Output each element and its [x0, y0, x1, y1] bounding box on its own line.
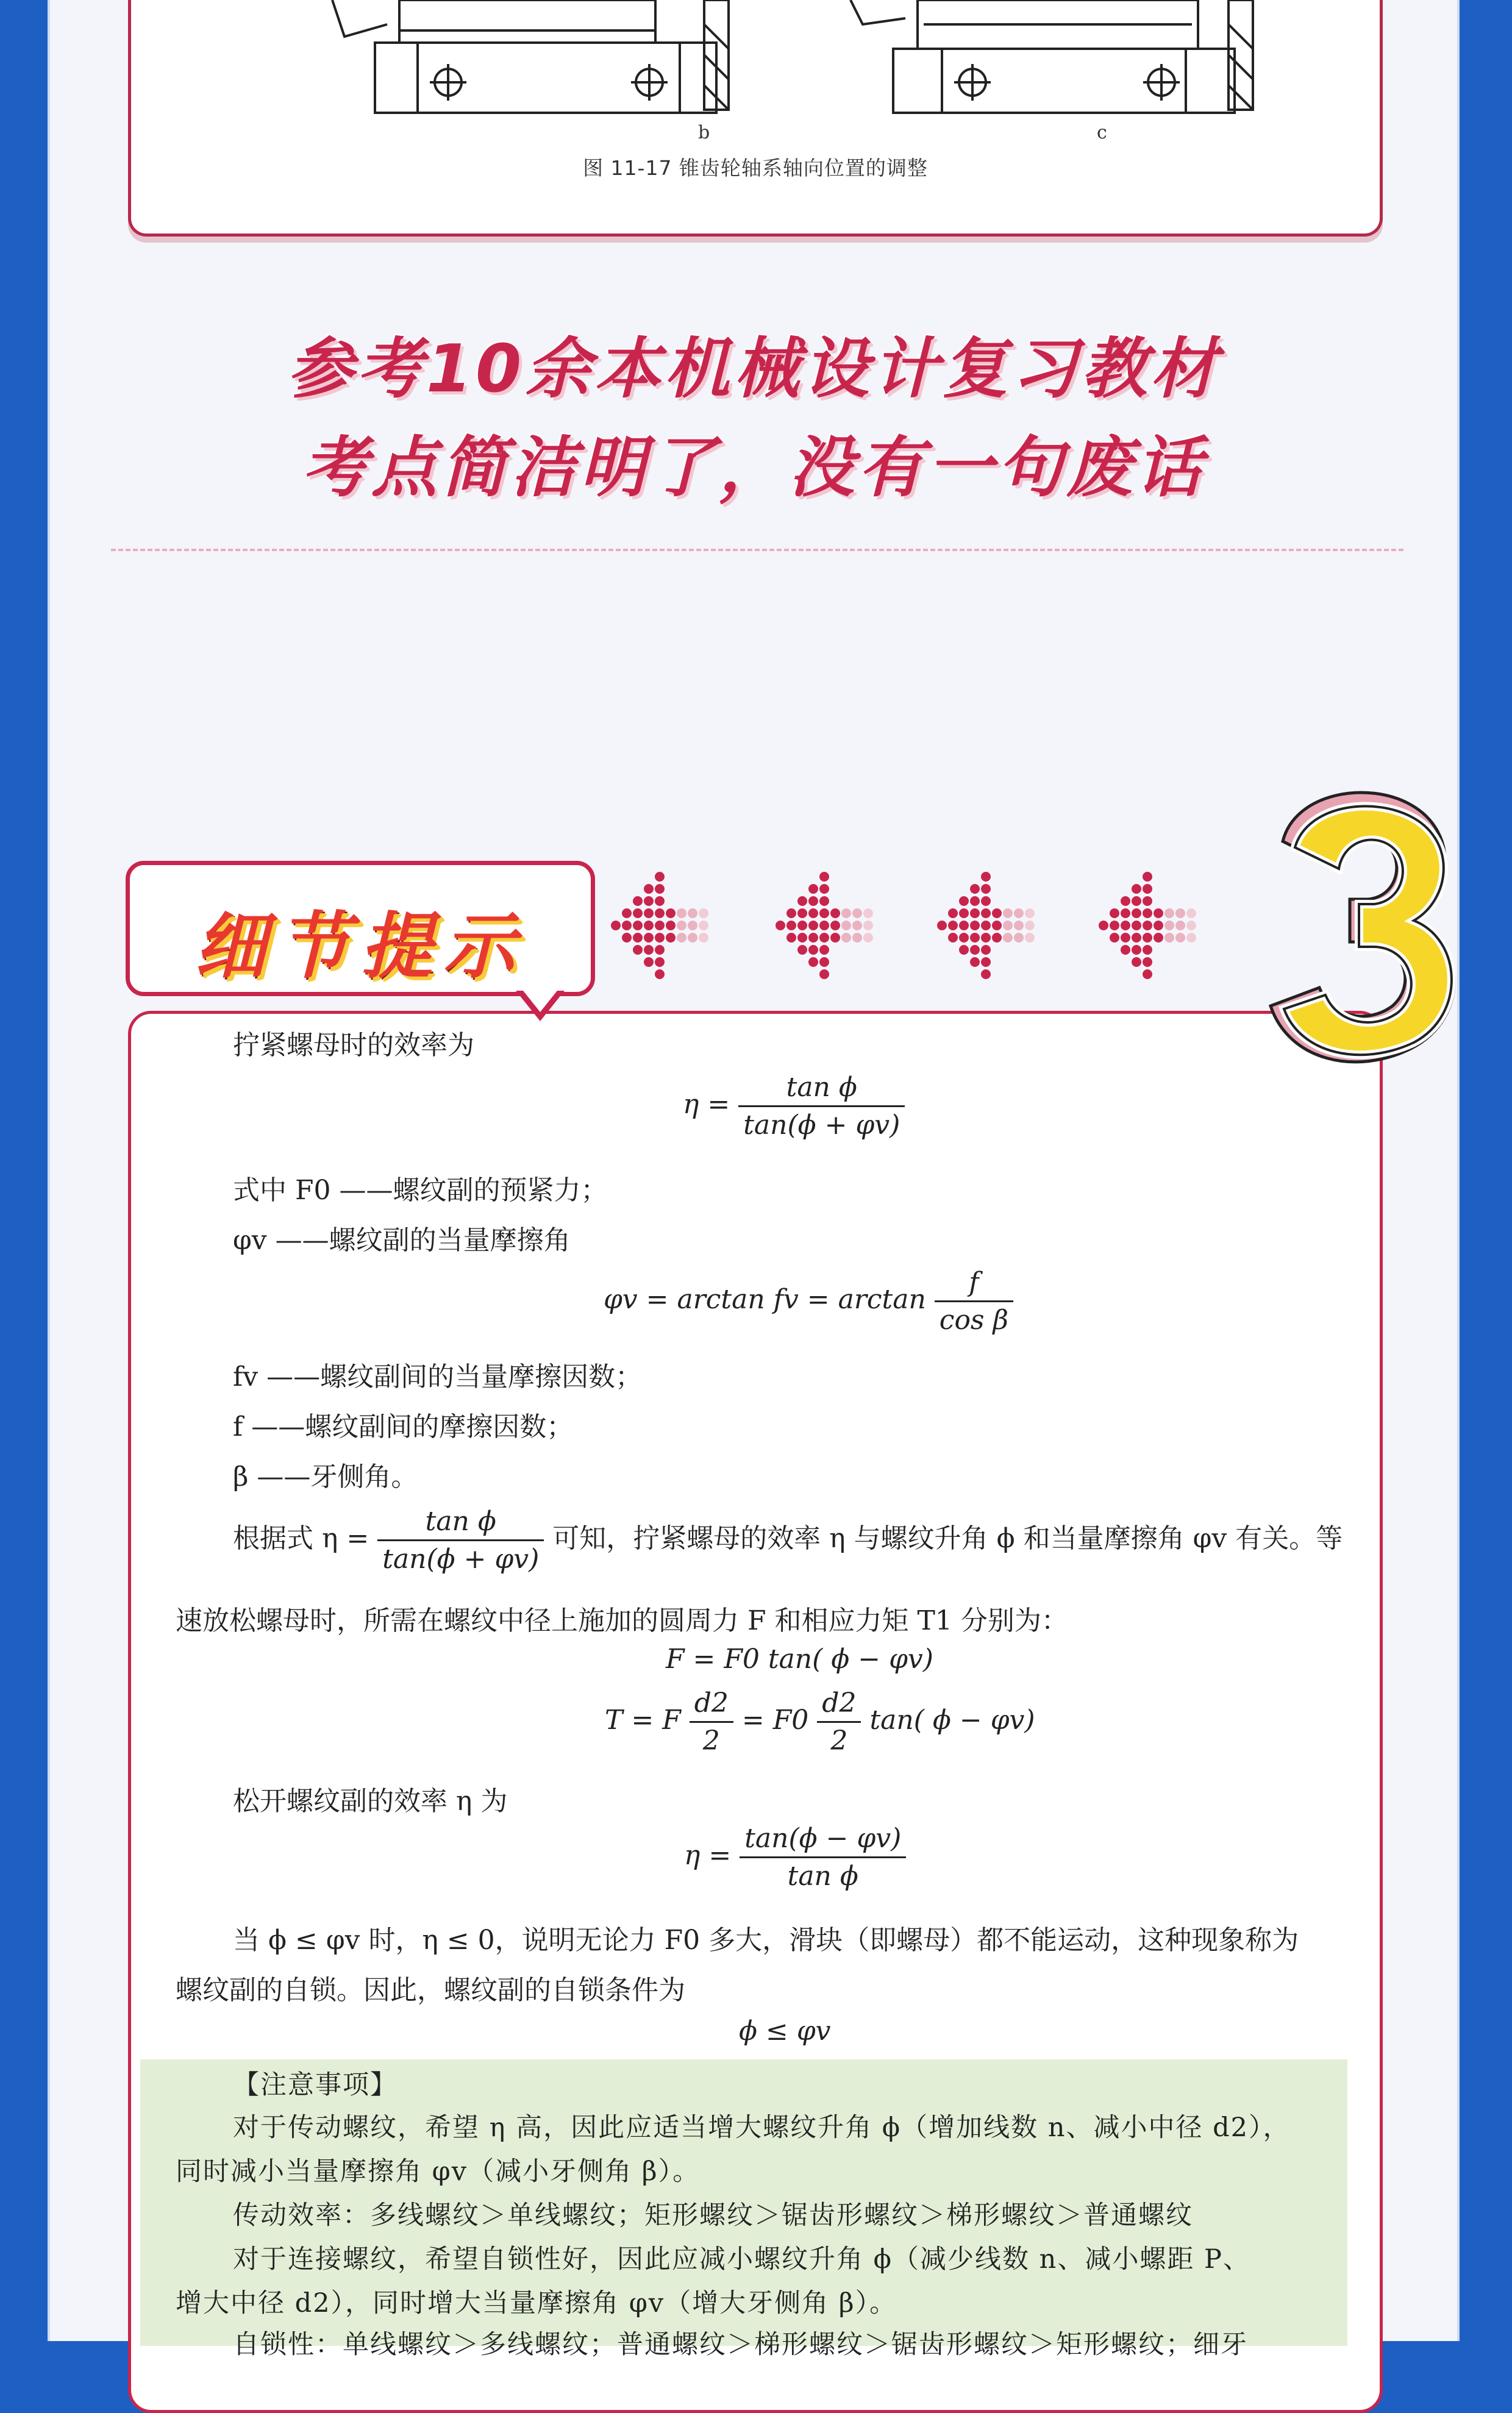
content-p4: 松开螺纹副的效率 η 为	[233, 1786, 508, 1817]
notes-line-2: 同时减小当量摩擦角 φv（减小牙侧角 β）。	[176, 2156, 701, 2187]
eq6: ϕ ≤ φv	[739, 2016, 831, 2047]
notes-line-1: 对于传动螺纹，希望 η 高，因此应适当增大螺纹升角 ϕ（增加线数 n、减小中径 d2），	[233, 2112, 1291, 2143]
eq2-num: f	[935, 1267, 1013, 1302]
content-p5: 当 ϕ ≤ φv 时，η ≤ 0，说明无论力 F0 多大，滑块（即螺母）都不能运动，这种现象称为	[233, 1925, 1299, 1956]
def-F0: 式中 F0 ——螺纹副的预紧力；	[233, 1175, 608, 1206]
eq5	[684, 1823, 906, 1892]
def-f: f ——螺纹副间的摩擦因数；	[233, 1411, 574, 1442]
tag-tail-inner	[521, 988, 560, 1012]
content-p1: 拧紧螺母时的效率为	[233, 1030, 474, 1061]
eq2-lhs: φv = arctan fv = arctan	[604, 1284, 926, 1315]
p2-num: tan ϕ	[377, 1506, 544, 1541]
eq4-num1: d2	[690, 1688, 733, 1723]
notes-line-5: 增大中径 d2），同时增大当量摩擦角 φv（增大牙侧角 β）。	[176, 2288, 897, 2319]
headline-line-2: 考点简洁明了，没有一句废话	[301, 430, 1205, 506]
p2-lead: 根据式 η =	[233, 1523, 369, 1554]
def-fv: fv ——螺纹副间的当量摩擦因数；	[233, 1361, 643, 1392]
eq1	[683, 1072, 905, 1141]
headline-line-1: 参考10余本机械设计复习教材	[287, 331, 1221, 407]
def-beta: β ——牙侧角。	[233, 1461, 418, 1492]
dotted-arrows-decoration	[599, 871, 1245, 993]
eq5-den: tan ϕ	[787, 1861, 858, 1892]
eq5-lhs: η =	[684, 1840, 732, 1871]
bevel-gear-drawing	[131, 0, 1386, 237]
eq5-num: tan(ϕ − φv)	[740, 1823, 906, 1858]
eq2-den: cos β	[939, 1305, 1008, 1336]
eq1-num: tan ϕ	[738, 1072, 905, 1107]
figure-caption: 图 11-17 锥齿轮轴系轴向位置的调整	[583, 156, 928, 180]
p2-den: tan(ϕ + φv)	[382, 1544, 540, 1575]
eq4-b: = F0	[741, 1705, 809, 1736]
figure-label-b: b	[698, 122, 710, 143]
def-phi-v: φv ——螺纹副的当量摩擦角	[233, 1225, 571, 1256]
notes-title: 【注意事项】	[233, 2070, 398, 2100]
section-number-3	[1246, 774, 1484, 1079]
eq4-c: tan( ϕ − φv)	[869, 1705, 1035, 1736]
eq1-den: tan(ϕ + φv)	[743, 1110, 900, 1141]
eq4-den2: 2	[830, 1725, 848, 1756]
dashed-divider	[111, 549, 1403, 551]
notes-line-3: 传动效率：多线螺纹＞单线螺纹；矩形螺纹＞锯齿形螺纹＞梯形螺纹＞普通螺纹	[233, 2200, 1193, 2231]
section-tag	[126, 861, 595, 996]
figure-card	[128, 0, 1383, 237]
content-p3: 速放松螺母时，所需在螺纹中径上施加的圆周力 F 和相应力矩 T1 分别为：	[176, 1605, 1068, 1636]
eq4-num2: d2	[817, 1688, 861, 1723]
figure-label-c: c	[1097, 122, 1107, 143]
content-p2	[233, 1506, 1343, 1575]
page-background	[48, 0, 1460, 2360]
eq4-a: T = F	[605, 1705, 681, 1736]
notes-line-4: 对于连接螺纹，希望自锁性好，因此应减小螺纹升角 ϕ（减少线数 n、减小螺距 P、	[233, 2244, 1250, 2275]
eq4-den1: 2	[702, 1725, 720, 1756]
eq2	[604, 1267, 1013, 1336]
p2-tail: 可知，拧紧螺母的效率 η 与螺纹升角 ϕ 和当量摩擦角 φv 有关。等	[552, 1523, 1343, 1554]
eq3: F = F0 tan( ϕ − φv)	[666, 1644, 933, 1675]
content-p6: 螺纹副的自锁。因此，螺纹副的自锁条件为	[176, 1975, 685, 2006]
eq1-lhs: η =	[683, 1089, 730, 1120]
notes-line-6: 自锁性：单线螺纹＞多线螺纹；普通螺纹＞梯形螺纹＞锯齿形螺纹＞矩形螺纹；细牙	[233, 2329, 1248, 2360]
eq4	[605, 1688, 1035, 1756]
section-title: 细节提示	[194, 904, 526, 988]
